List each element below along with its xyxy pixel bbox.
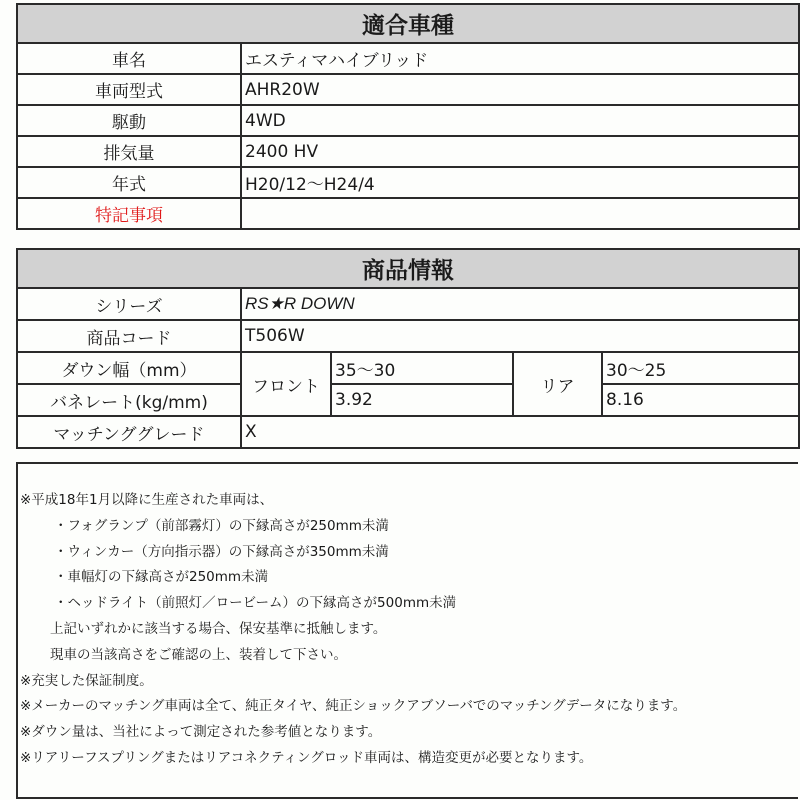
table-row [17, 43, 799, 74]
note-line: ※ダウン量は、当社によって測定された参考値となります。 [20, 724, 382, 741]
note-line: ※リアリーフスプリングまたはリアコネクティングロッド車両は、構造変更が必要となります。 [20, 749, 593, 766]
table-row [17, 288, 799, 320]
note-line: ※充実した保証制度。 [20, 672, 153, 689]
vehicle-table-title: 適合車種 [17, 4, 799, 43]
series-value [241, 288, 799, 320]
row-value-displacement: 2400 HV [241, 136, 799, 167]
row-value-drive: 4WD [241, 105, 799, 136]
row-label-special-notes: 特記事項 [17, 198, 241, 229]
row-value-special-notes [241, 198, 799, 229]
row-label-car-name: 車名 [17, 43, 241, 74]
row-label-displacement: 排気量 [17, 136, 241, 167]
row-label-model-code: 車両型式 [17, 74, 241, 105]
note-line: ・車幅灯の下縁高さが250mm未満 [54, 569, 269, 586]
matching-grade-value: X [241, 416, 799, 448]
table-row [17, 136, 799, 167]
product-table-title: 商品情報 [17, 249, 799, 288]
table-row [17, 416, 799, 448]
row-label-year: 年式 [17, 167, 241, 198]
table-row [17, 167, 799, 198]
row-value-model-code: AHR20W [241, 74, 799, 105]
row-value-year: H20/12～H24/4 [241, 167, 799, 198]
matching-grade-label: マッチンググレード [17, 416, 241, 448]
front-down-value: 35～30 [331, 352, 513, 384]
vehicle-compat-table [16, 3, 800, 230]
table-row [17, 105, 799, 136]
product-code-label: 商品コード [17, 320, 241, 352]
row-value-car-name: エスティマハイブリッド [241, 43, 799, 74]
table-row [17, 352, 799, 384]
note-line: 現車の当該高さをご確認の上、装着して下さい。 [50, 646, 347, 663]
note-line: 上記いずれかに該当する場合、保安基準に抵触します。 [50, 620, 387, 637]
series-logo: RS★R DOWN [245, 294, 355, 313]
series-label: シリーズ [17, 288, 241, 320]
product-code-value: T506W [241, 320, 799, 352]
notes-box [16, 462, 798, 799]
table-row [17, 198, 799, 229]
note-line: ・フォグランプ（前部霧灯）の下縁高さが250mm未満 [54, 517, 389, 534]
rear-rate-value: 8.16 [602, 384, 799, 416]
table-row [17, 384, 799, 416]
row-label-drive: 駆動 [17, 105, 241, 136]
rear-down-value: 30～25 [602, 352, 799, 384]
note-line: ※平成18年1月以降に生産された車両は、 [20, 492, 274, 508]
table-row [17, 74, 799, 105]
rear-label: リア [513, 352, 602, 416]
front-label: フロント [241, 352, 331, 416]
note-line: ※メーカーのマッチング車両は全て、純正タイヤ、純正ショックアブソーバでのマッチングデータになります。 [20, 698, 687, 715]
down-width-label: ダウン幅（mm） [17, 352, 241, 384]
note-line: ・ウィンカー（方向指示器）の下縁高さが350mm未満 [54, 543, 389, 560]
product-info-table [16, 248, 800, 449]
table-row [17, 320, 799, 352]
front-rate-value: 3.92 [331, 384, 513, 416]
spring-rate-label: バネレート(kg/mm) [17, 384, 241, 416]
note-line: ・ヘッドライト（前照灯／ロービーム）の下縁高さが500mm未満 [54, 595, 457, 612]
